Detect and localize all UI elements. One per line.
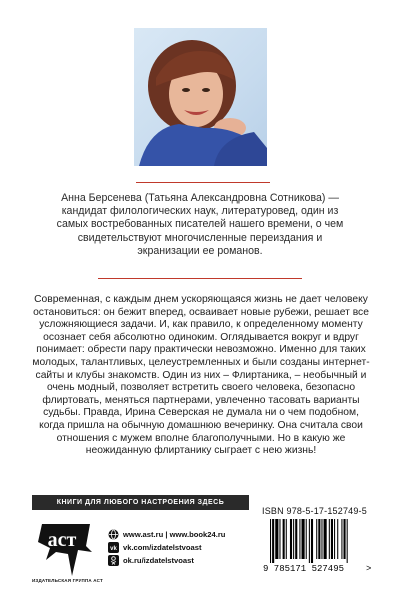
barcode-bar: [329, 519, 330, 559]
link-row-site[interactable]: [108, 528, 225, 541]
barcode-bar: [306, 519, 307, 559]
odnoklassniki-icon: [108, 555, 119, 566]
barcode-bar: [302, 519, 305, 559]
vk-icon: [108, 542, 119, 553]
ok-link-text[interactable]: ok.ru/izdatelstvoast: [123, 556, 194, 565]
link-row-vk[interactable]: [108, 541, 225, 554]
publisher-caption: ИЗДАТЕЛЬСКАЯ ГРУППА АСТ: [32, 578, 103, 583]
site-link-text[interactable]: www.ast.ru | www.book24.ru: [123, 530, 226, 539]
barcode-bar: [286, 519, 287, 559]
barcode-bar: [316, 519, 317, 559]
barcode-bar: [275, 519, 278, 559]
publisher-links: [108, 528, 225, 567]
bio-bottom-rule: [98, 278, 302, 279]
author-bio: Анна Берсенева (Татьяна Александровна Сотникова) — кандидат филологических наук, литературовед, один из самых востребованных писателей нашего времени, о чем свидетельствуют многочисленные переиздания и экранизации ее романов.: [56, 192, 344, 257]
barcode-bar: [272, 519, 274, 563]
isbn-label: ISBN 978-5-17-152749-5: [262, 506, 367, 516]
barcode-tail: >: [366, 564, 372, 573]
barcode-bar: [290, 519, 292, 559]
vk-link-text[interactable]: vk.com/izdatelstvoast: [123, 543, 202, 552]
barcode-bar: [324, 519, 327, 559]
tagline-banner: КНИГИ ДЛЯ ЛЮБОГО НАСТРОЕНИЯ ЗДЕСЬ: [32, 495, 249, 510]
publisher-logo-text: аст: [47, 529, 77, 551]
author-photo: [134, 28, 267, 166]
isbn-barcode: [262, 519, 374, 573]
barcode-bar: [309, 519, 310, 563]
barcode-bar: [270, 519, 271, 563]
publisher-logo: [32, 520, 98, 582]
barcode-digits: 9 785171 527495: [263, 564, 345, 573]
globe-icon: [108, 529, 119, 540]
barcode-bar: [293, 519, 294, 559]
book-annotation: Современная, с каждым днем ускоряющаяся жизнь не дает человеку остановиться: он бежит вперед, осваивает новые рубежи, решает все усложняющиеся задачи. И, как правило, к определенному моменту осознает себя абсолютно одиноким. Оглядывается вокруг и вдруг понимает: обрести пару практически невозможно. Именно для таких молодых, талантливых, целеустремленных и были созданы интернет-сайты и клубы знакомств. Один из них – Флиртаника, – необычный и очень модный, позволяет встретить своего человека, безопасно флиртовать, меняться партнерами, увлеченно тасовать варианты судьбы. Правда, Ирина Северская не думала ни о чем подобном, когда пришла на обычную домашнюю вечеринку. Она считала свои отношения с мужем вполне благополучными. Но в какую же неожиданную флиртанику сыграет с нею жизнь!: [32, 294, 370, 457]
barcode-bar: [337, 519, 338, 559]
barcode-bars: [262, 519, 374, 573]
barcode-bar: [334, 519, 335, 559]
bio-top-rule: [136, 182, 270, 183]
svg-text:vk: vk: [110, 546, 117, 552]
barcode-bar: [347, 519, 348, 563]
barcode-bar: [279, 519, 280, 559]
barcode-bar: [299, 519, 300, 559]
barcode-bar: [321, 519, 322, 559]
link-row-ok[interactable]: [108, 554, 225, 567]
barcode-bar: [318, 519, 320, 559]
barcode-bar: [344, 519, 346, 559]
barcode-bar: [295, 519, 297, 559]
barcode-bar: [331, 519, 333, 559]
barcode-bar: [341, 519, 342, 559]
barcode-bar: [311, 519, 313, 563]
barcode-bar: [283, 519, 285, 559]
